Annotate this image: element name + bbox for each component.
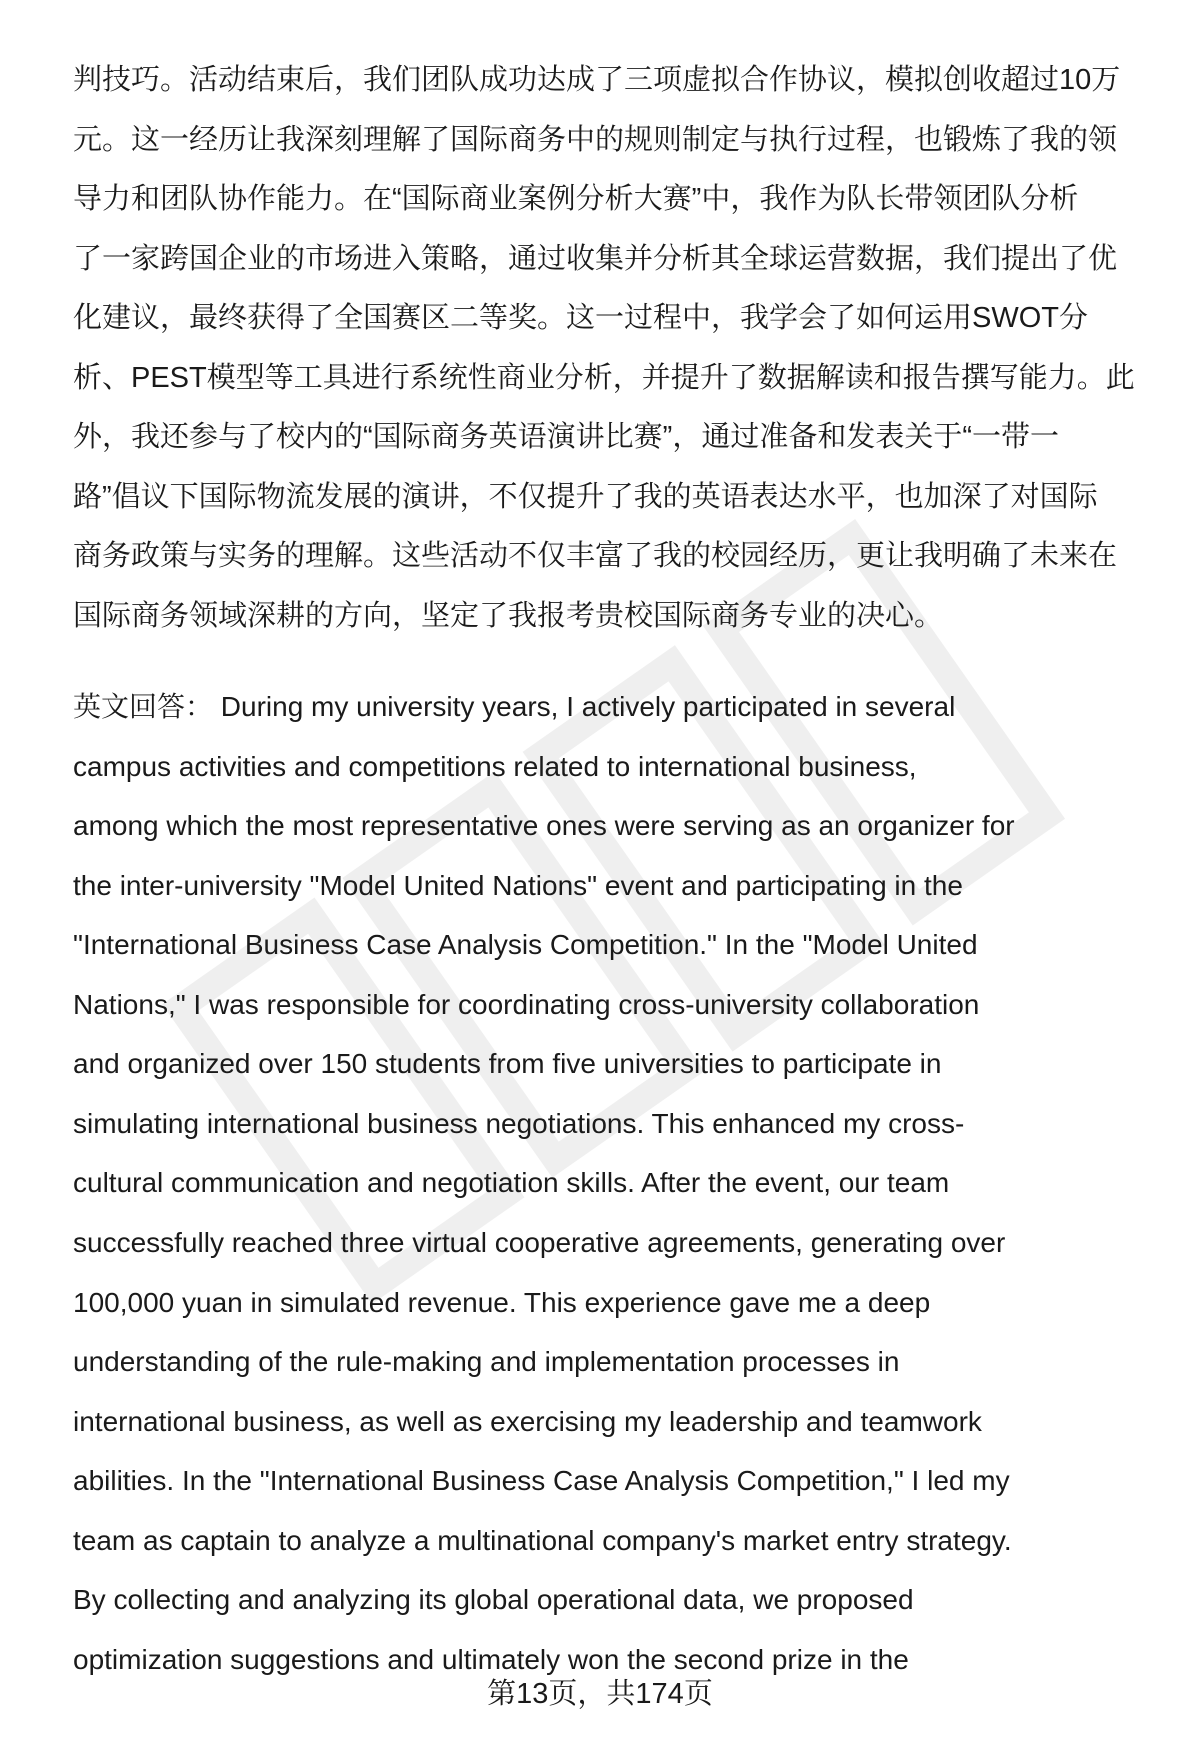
- text-line: 外，我还参与了校内的“国际商务英语演讲比赛”，通过准备和发表关于“一带一: [73, 421, 1059, 454]
- text-line: understanding of the rule-making and implementation processes in: [73, 1346, 900, 1378]
- text-line: 路”倡议下国际物流发展的演讲，不仅提升了我的英语表达水平，也加深了对国际: [73, 480, 1098, 513]
- text-line: 导力和团队协作能力。在“国际商业案例分析大赛”中，我作为队长带领团队分析: [73, 183, 1079, 216]
- text-line: 了一家跨国企业的市场进入策略，通过收集并分析其全球运营数据，我们提出了优: [73, 242, 1118, 275]
- text-line: 化建议，最终获得了全国赛区二等奖。这一过程中，我学会了如何运用SWOT分: [73, 302, 1088, 335]
- text-line: cultural communication and negotiation skills. After the event, our team: [73, 1167, 950, 1199]
- text-line: 英文回答： During my university years, I actively participated in several: [73, 691, 956, 722]
- text-line: abilities. In the "International Business Case Analysis Competition," I led my: [73, 1465, 1010, 1497]
- text-line: "International Business Case Analysis Competition." In the "Model United: [73, 929, 978, 961]
- text-line: 析、PEST模型等工具进行系统性商业分析，并提升了数据解读和报告撰写能力。此: [73, 361, 1135, 394]
- text-line: team as captain to analyze a multinational company's market entry strategy.: [73, 1524, 1012, 1556]
- text-line: Nations," I was responsible for coordinating cross-university collaboration: [73, 988, 980, 1020]
- text-line: 100,000 yuan in simulated revenue. This experience gave me a deep: [73, 1286, 931, 1318]
- text-line: optimization suggestions and ultimately won the second prize in the: [73, 1643, 909, 1675]
- text-line: 判技巧。活动结束后，我们团队成功达成了三项虚拟合作协议，模拟创收超过10万: [73, 64, 1121, 96]
- text-line: 元。这一经历让我深刻理解了国际商务中的规则制定与执行过程，也锻炼了我的领: [73, 123, 1118, 156]
- text-line: successfully reached three virtual cooperative agreements, generating over: [73, 1226, 1006, 1258]
- text-line: international business, as well as exercising my leadership and teamwork: [73, 1405, 982, 1437]
- text-line: simulating international business negotiations. This enhanced my cross-: [73, 1107, 965, 1139]
- text-line: the inter-university "Model United Nations" event and participating in the: [73, 869, 963, 901]
- text-line: and organized over 150 students from five universities to participate in: [73, 1048, 942, 1080]
- page-number-footer: 第13页，共174页: [487, 1678, 713, 1710]
- text-line: 国际商务领域深耕的方向，坚定了我报考贵校国际商务专业的决心。: [73, 599, 944, 632]
- text-line: 商务政策与实务的理解。这些活动不仅丰富了我的校园经历，更让我明确了未来在: [73, 540, 1118, 573]
- text-line: among which the most representative ones were serving as an organizer for: [73, 810, 1015, 842]
- text-line: By collecting and analyzing its global operational data, we proposed: [73, 1584, 914, 1616]
- text-line: campus activities and competitions related to international business,: [73, 750, 917, 782]
